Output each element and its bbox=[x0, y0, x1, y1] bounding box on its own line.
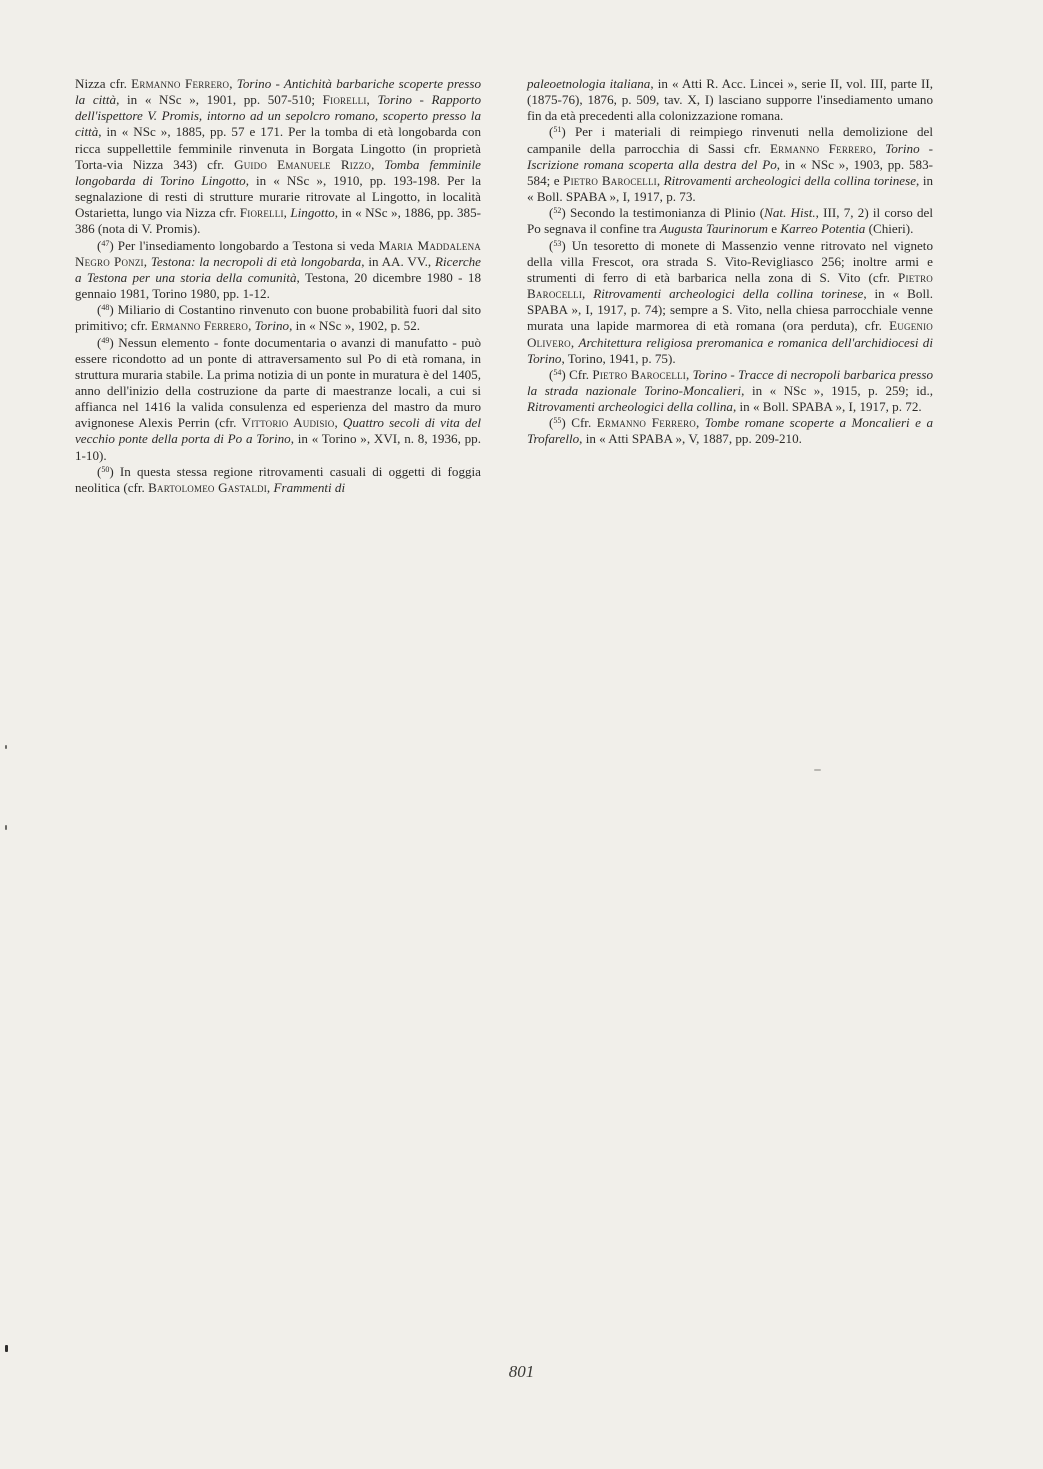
footnote-48: ($^{48}$) Miliario di Costantino rinvenuto con buone probabilità fuori dal sito primitivo; cfr. Ermanno Ferrero, Torino, in « NSc », 1902, p. 52. bbox=[75, 302, 481, 334]
page-number: 801 bbox=[508, 1362, 535, 1381]
footnote-53: ($^{53}$) Un tesoretto di monete di Massenzio venne ritrovato nel vigneto della villa Frescot, ora strada S. Vito-Revigliasco 256; inoltre armi e strumenti di ferro di età barbarica nella zona di S. Vito (cfr. Pietro Barocelli, Ritrovamenti archeologici della collina torinese, in « Boll. SPABA », I, 1917, p. 74); sempre a S. Vito, nella chiesa parrocchiale venne murata una lapide marmorea di età romana (ora perduta), cfr. Eugenio Olivero, Architettura religiosa preromanica e romanica dell'archidiocesi di Torino, Torino, 1941, p. 75). bbox=[527, 237, 933, 366]
scan-speck bbox=[5, 825, 7, 830]
scan-speck bbox=[5, 1345, 8, 1352]
footnote-55: ($^{55}$) Cfr. Ermanno Ferrero, Tombe romane scoperte a Moncalieri e a Trofarello, in « Atti SPABA », V, 1887, pp. 209-210. bbox=[527, 415, 934, 447]
footnote-50: ($^{50}$) In questa stessa regione ritrovamenti casuali di oggetti di foggia neolitica (cfr. Bartolomeo Gastaldi, Frammenti di bbox=[75, 463, 481, 495]
footnote-52: ($^{52}$) Secondo la testimonianza di Plinio (Nat. Hist., III, 7, 2) il corso del Po segnava il confine tra Augusta Taurinorum e Karreo Potentia (Chieri). bbox=[527, 205, 933, 237]
footnote-47: ($^{47}$) Per l'insediamento longobardo a Testona si veda Maria Maddalena Negro Ponzi, Testona: la necropoli di età longobarda, in AA. VV., Ricerche a Testona per una storia della comunità, Testona, 20 dicembre 1980 - 18 gennaio 1981, Torino 1980, pp. 1-12. bbox=[75, 237, 481, 302]
footnote-51: ($^{51}$) Per i materiali di reimpiego rinvenuti nella demolizione del campanile della parrocchia di Sassi cfr. Ermanno Ferrero, Torino - Iscrizione romana scoperta alla destra del Po, in « NSc », 1903, pp. 583-584; e Pietro Barocelli, Ritrovamenti archeologici della collina torinese, in « Boll. SPABA », I, 1917, p. 73. bbox=[527, 124, 934, 205]
footnote-continuation: Nizza cfr. Ermanno Ferrero, Torino - Antichità barbariche scoperte presso la città, in « NSc », 1901, pp. 507-510; Fiorelli, Torino - Rapporto dell'ispettore V. Promis, intorno ad un sepolcro romano, scoperto presso la città, in « NSc », 1885, pp. 57 e 171. Per la tomba di età longobarda con ricca suppellettile femminile rinvenuta in Borgata Lingotto (in proprietà Torta-via Nizza 343) cfr. Guido Emanuele Rizzo, Tomba femminile longobarda di Torino Lingotto, in « NSc », 1910, pp. 193-198. Per la segnalazione di resti di strutture murarie ritrovate al Lingotto, in località Ostarietta, lungo via Nizza cfr. Fiorelli, Lingotto, in « NSc », 1886, pp. 385-386 (nota di V. Promis). bbox=[75, 76, 482, 237]
footnote-50-continuation: paleoetnologia italiana, in « Atti R. Acc. Lincei », serie II, vol. III, parte II, (1875-76), 1876, p. 509, tav. X, I) lasciano supporre l'insediamento umano fin da età precedenti alla colonizzazione romana. bbox=[527, 76, 934, 124]
footnotes-right-column bbox=[527, 76, 933, 448]
footnote-49: ($^{49}$) Nessun elemento - fonte documentaria o avanzi di manufatto - può essere ricondotto ad un ponte di attraversamento sul Po di età romana, in struttura muraria stabile. La prima notizia di un ponte in muratura è del 1405, anno dell'inizio della costruzione da parte di maestranze locali, a cui si affianca nel 1416 la valida consulenza ed esperienza del mastro da muro avignonese Alexis Perrin (cfr. Vittorio Audisio, Quattro secoli di vita del vecchio ponte della porta di Po a Torino, in « Torino », XVI, n. 8, 1936, pp. 1-10). bbox=[75, 334, 481, 463]
footnote-54: ($^{54}$) Cfr. Pietro Barocelli, Torino - Tracce di necropoli barbarica presso la strada nazionale Torino-Moncalieri, in « NSc », 1915, p. 259; id., Ritrovamenti archeologici della collina, in « Boll. SPABA », I, 1917, p. 72. bbox=[527, 366, 933, 415]
scan-speck bbox=[5, 745, 7, 749]
scan-speck bbox=[814, 769, 821, 771]
footnotes-left-column bbox=[75, 76, 481, 496]
